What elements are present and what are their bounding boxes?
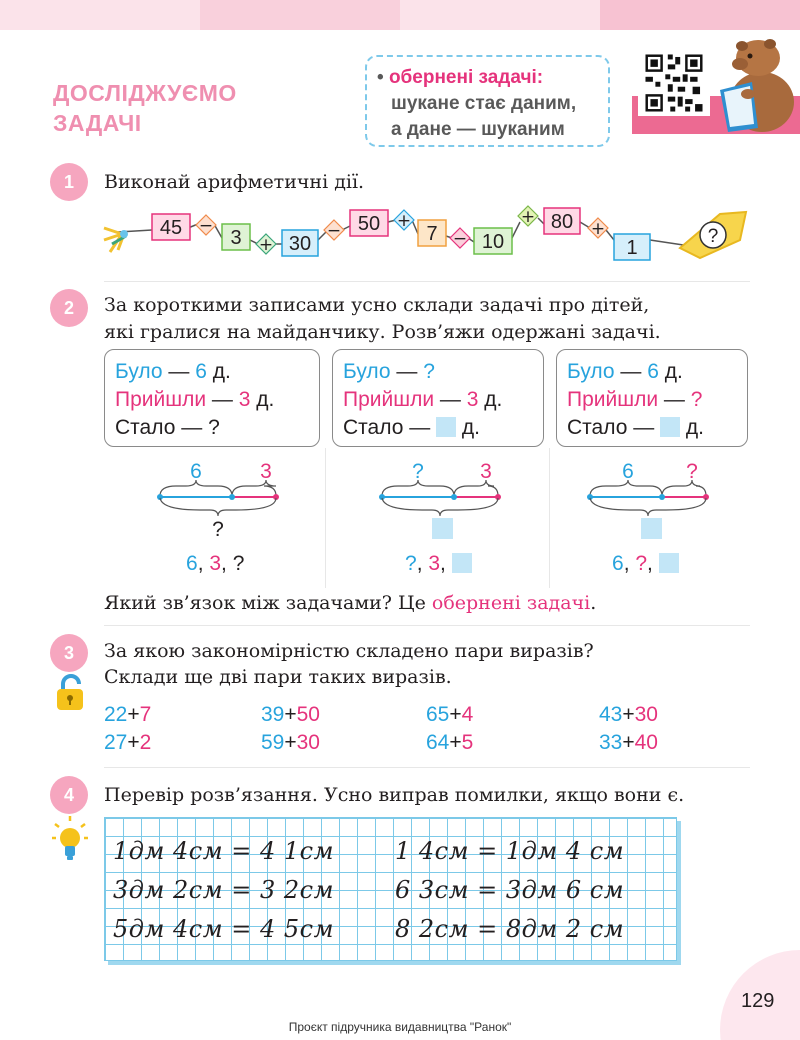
label-became: Стало: [567, 416, 628, 439]
value-came: 3: [466, 388, 479, 411]
expression-pair: 65+4 64+5: [426, 703, 474, 754]
label-was: Було: [115, 360, 163, 383]
handwritten-line: 8 2см = 8дм 2 см: [395, 915, 625, 943]
top-stripe: [200, 0, 400, 30]
blank-square: [432, 518, 453, 539]
value-was: 6: [647, 360, 659, 383]
operation-sign: +: [520, 207, 536, 227]
expression-pair: 22+7 27+2: [104, 703, 152, 754]
blank-square: [641, 518, 662, 539]
number-card-value: 3: [230, 227, 242, 249]
label-became: Стало: [115, 416, 176, 439]
segment-schemes: [0, 448, 800, 588]
task-3-line-1: За якою закономірністю складено пари виразів?: [104, 640, 594, 662]
capybara-mascot-icon: [712, 32, 800, 132]
handwritten-line: 1 4см = 1дм 4 см: [395, 837, 625, 865]
question-line: Який зв’язок між задачами? Це обернені задачі.: [104, 592, 597, 614]
short-note-box: Було — 6 д. Прийшли — ? Стало — д.: [556, 349, 748, 447]
number-card-value: 10: [481, 231, 505, 253]
top-stripe: [0, 0, 200, 30]
number-card-value: 45: [159, 217, 183, 239]
handwritten-line: 1дм 4см = 4 1см: [113, 837, 334, 865]
definition-note: [365, 55, 610, 147]
operation-sign: +: [396, 211, 412, 231]
label-became: Стало: [343, 416, 404, 439]
short-note-box: Було — ? Прийшли — 3 д. Стало — д.: [332, 349, 544, 447]
task-number-badge: 4: [50, 776, 88, 814]
value-came: ?: [690, 388, 703, 411]
segment-scheme: [379, 460, 501, 539]
blank-square: [452, 553, 472, 573]
note-line-2: шукане стає даним,: [391, 93, 577, 114]
scheme-left-label: 6: [190, 460, 202, 483]
label-was: Було: [343, 360, 391, 383]
scheme-right-label: 3: [260, 460, 272, 483]
footer: Проєкт підручника видавництва "Ранок": [288, 1020, 512, 1034]
label-came: Прийшли: [115, 388, 207, 411]
chain-labels: [0, 200, 800, 280]
number-triple: ?, 3,: [405, 551, 472, 577]
blank-square: [660, 417, 680, 437]
scheme-right-label: 3: [480, 460, 492, 483]
scheme-left-label: ?: [412, 460, 424, 483]
task-1-text: Виконай арифметичні дії.: [104, 171, 365, 193]
operation-sign: −: [452, 229, 468, 249]
qr-code-icon: [640, 52, 708, 114]
operation-sign: −: [198, 216, 214, 236]
handwritten-line: 5дм 4см = 4 5см: [113, 915, 334, 943]
segment-scheme: [587, 460, 709, 539]
number-card-value: 7: [426, 223, 438, 245]
note-line-3: а дане — шуканим: [391, 119, 565, 140]
number-card-value: 80: [550, 211, 574, 233]
expression-pair: 43+30 33+40: [599, 703, 658, 754]
handwritten-line: 3дм 2см = 3 2см: [113, 876, 334, 904]
number-triple: 6, ?,: [612, 551, 679, 577]
note-line-1: • обернені задачі:: [377, 67, 544, 88]
number-card-value: 1: [626, 237, 638, 259]
operation-sign: +: [258, 235, 274, 255]
task-2-line-2: які гралися на майданчику. Розв’яжи одержані задачі.: [104, 321, 661, 343]
task-4-text: Перевір розв’язання. Усно виправ помилки, якщо вони є.: [104, 784, 685, 806]
divider: [104, 767, 750, 768]
page-number: 129: [741, 990, 775, 1012]
number-triple: 6, 3, ?: [186, 552, 245, 575]
task-2-line-1: За короткими записами усно склади задачі про дітей,: [104, 294, 650, 316]
number-card-value: 30: [288, 233, 312, 255]
handwritten-line: 6 3см = 3дм 6 см: [395, 876, 625, 904]
lock-icon: [54, 672, 86, 712]
short-note-box: Було — 6 д. Прийшли — 3 д. Стало — ?: [104, 349, 320, 447]
task-number-badge: 3: [50, 634, 88, 672]
operation-sign: +: [590, 219, 606, 239]
blank-square: [659, 553, 679, 573]
scheme-left-label: 6: [622, 460, 634, 483]
task-number-badge: 2: [50, 289, 88, 327]
kite-question: ?: [707, 226, 719, 247]
label-came: Прийшли: [567, 388, 659, 411]
divider: [104, 625, 750, 626]
label-came: Прийшли: [343, 388, 435, 411]
value-was: 6: [195, 360, 207, 383]
note-label: обернені задачі:: [388, 67, 544, 88]
label-was: Було: [567, 360, 615, 383]
lightbulb-icon: [50, 814, 90, 864]
scheme-right-label: ?: [686, 460, 698, 483]
value-was: ?: [423, 360, 435, 383]
top-stripe: [600, 0, 800, 30]
top-stripe: [400, 0, 600, 30]
value-came: 3: [238, 388, 251, 411]
value-became: ?: [208, 416, 220, 439]
task-number-badge: 1: [50, 163, 88, 201]
number-card-value: 50: [357, 213, 381, 235]
scheme-total-label: ?: [212, 518, 224, 541]
qr-code[interactable]: [638, 50, 710, 116]
blank-square: [436, 417, 456, 437]
divider: [104, 281, 750, 282]
section-title: ДОСЛІДЖУЄМО ЗАДАЧІ: [53, 80, 237, 136]
question-answer: обернені задачі: [431, 592, 591, 614]
segment-scheme: [157, 460, 279, 541]
task-3-line-2: Склади ще дві пари таких виразів.: [104, 666, 452, 688]
expression-pair: 39+50 59+30: [261, 703, 320, 754]
operation-sign: −: [326, 221, 342, 241]
